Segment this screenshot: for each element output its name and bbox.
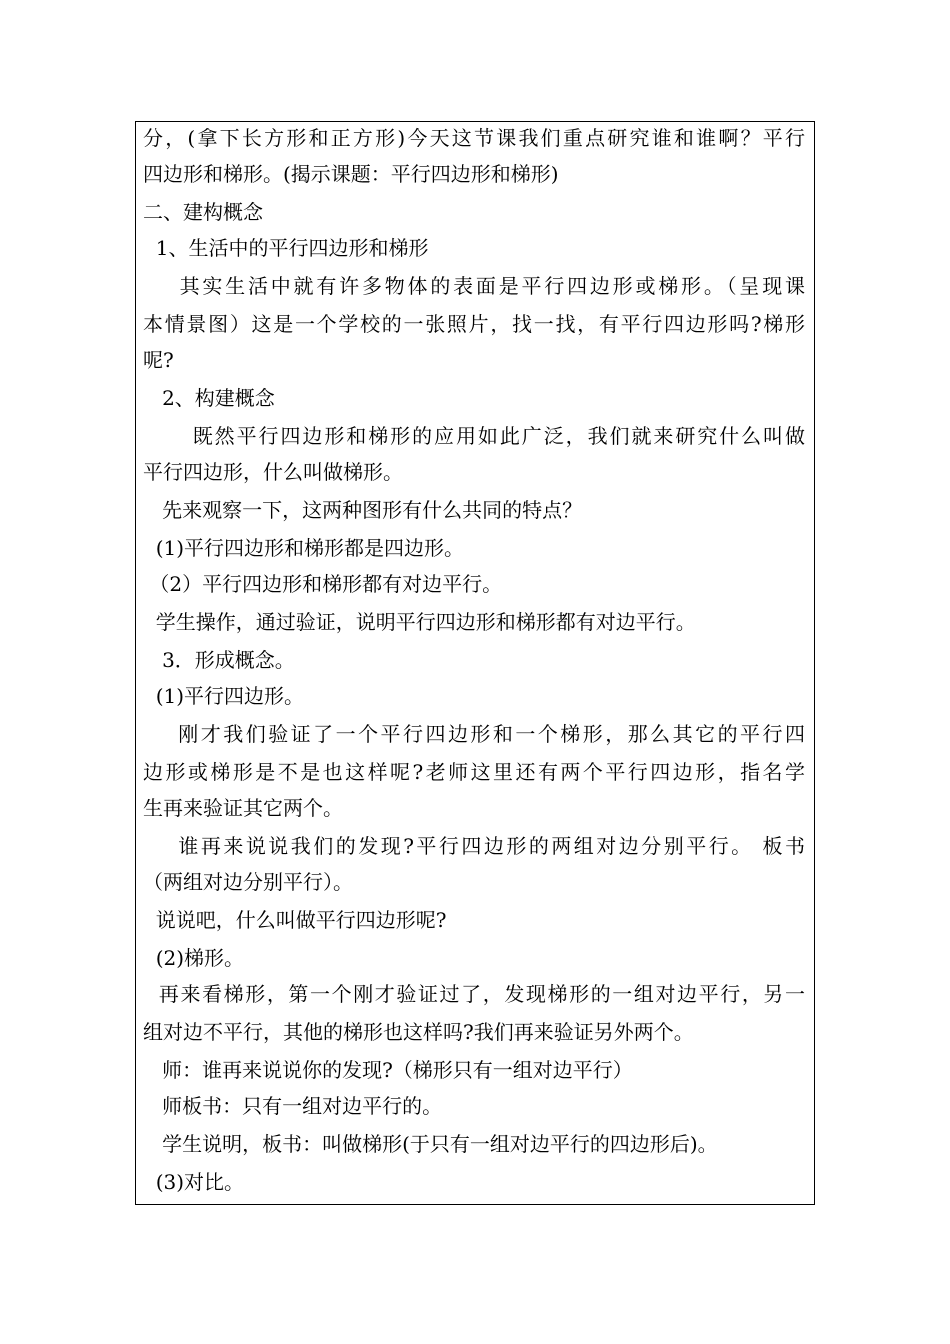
subsection-heading: 1、生活中的平行四边形和梯形 bbox=[143, 236, 429, 260]
section-heading: 二、建构概念 bbox=[143, 200, 263, 224]
text-line: 边形或梯形是不是也这样呢?老师这里还有两个平行四边形，指名学 bbox=[143, 760, 805, 784]
text-line: 学生说明，板书：叫做梯形(于只有一组对边平行的四边形后)。 bbox=[143, 1132, 718, 1156]
text-line: 其实生活中就有许多物体的表面是平行四边形或梯形。（呈现课 bbox=[143, 274, 805, 298]
text-line: 组对边不平行，其他的梯形也这样吗?我们再来验证另外两个。 bbox=[143, 1020, 694, 1044]
text-line: 既然平行四边形和梯形的应用如此广泛，我们就来研究什么叫做 bbox=[143, 424, 805, 448]
text-line: 师：谁再来说说你的发现?（梯形只有一组对边平行） bbox=[143, 1058, 633, 1082]
text-line: (3)对比。 bbox=[143, 1170, 245, 1194]
text-line: 刚才我们验证了一个平行四边形和一个梯形，那么其它的平行四 bbox=[143, 722, 805, 746]
text-line: （2）平行四边形和梯形都有对边平行。 bbox=[143, 572, 503, 596]
text-line: 再来看梯形，第一个刚才验证过了，发现梯形的一组对边平行，另一 bbox=[143, 982, 805, 1006]
text-line: (1)平行四边形。 bbox=[143, 684, 305, 708]
text-line: 学生操作，通过验证，说明平行四边形和梯形都有对边平行。 bbox=[143, 610, 696, 634]
text-line: (2)梯形。 bbox=[143, 946, 245, 970]
text-line: (1)平行四边形和梯形都是四边形。 bbox=[143, 536, 465, 560]
text-line: 四边形和梯形。(揭示课题：平行四边形和梯形) bbox=[143, 162, 559, 186]
text-line: （两组对边分别平行）。 bbox=[143, 870, 353, 894]
subsection-heading: 2、构建概念 bbox=[143, 386, 275, 410]
text-line: 分，(拿下长方形和正方形)今天这节课我们重点研究谁和谁啊？平行 bbox=[143, 126, 805, 150]
text-line: 呢? bbox=[143, 348, 174, 372]
text-line: 说说吧，什么叫做平行四边形呢? bbox=[143, 908, 447, 932]
text-line: 先来观察一下，这两种图形有什么共同的特点？ bbox=[143, 498, 583, 522]
text-line: 师板书：只有一组对边平行的。 bbox=[143, 1094, 443, 1118]
text-line: 本情景图）这是一个学校的一张照片，找一找，有平行四边形吗?梯形 bbox=[143, 312, 805, 336]
text-line: 生再来验证其它两个。 bbox=[143, 796, 343, 820]
text-line: 谁再来说说我们的发现?平行四边形的两组对边分别平行。 板书 bbox=[143, 834, 805, 858]
text-line: 平行四边形，什么叫做梯形。 bbox=[143, 460, 403, 484]
subsection-heading: 3．形成概念。 bbox=[143, 648, 295, 672]
